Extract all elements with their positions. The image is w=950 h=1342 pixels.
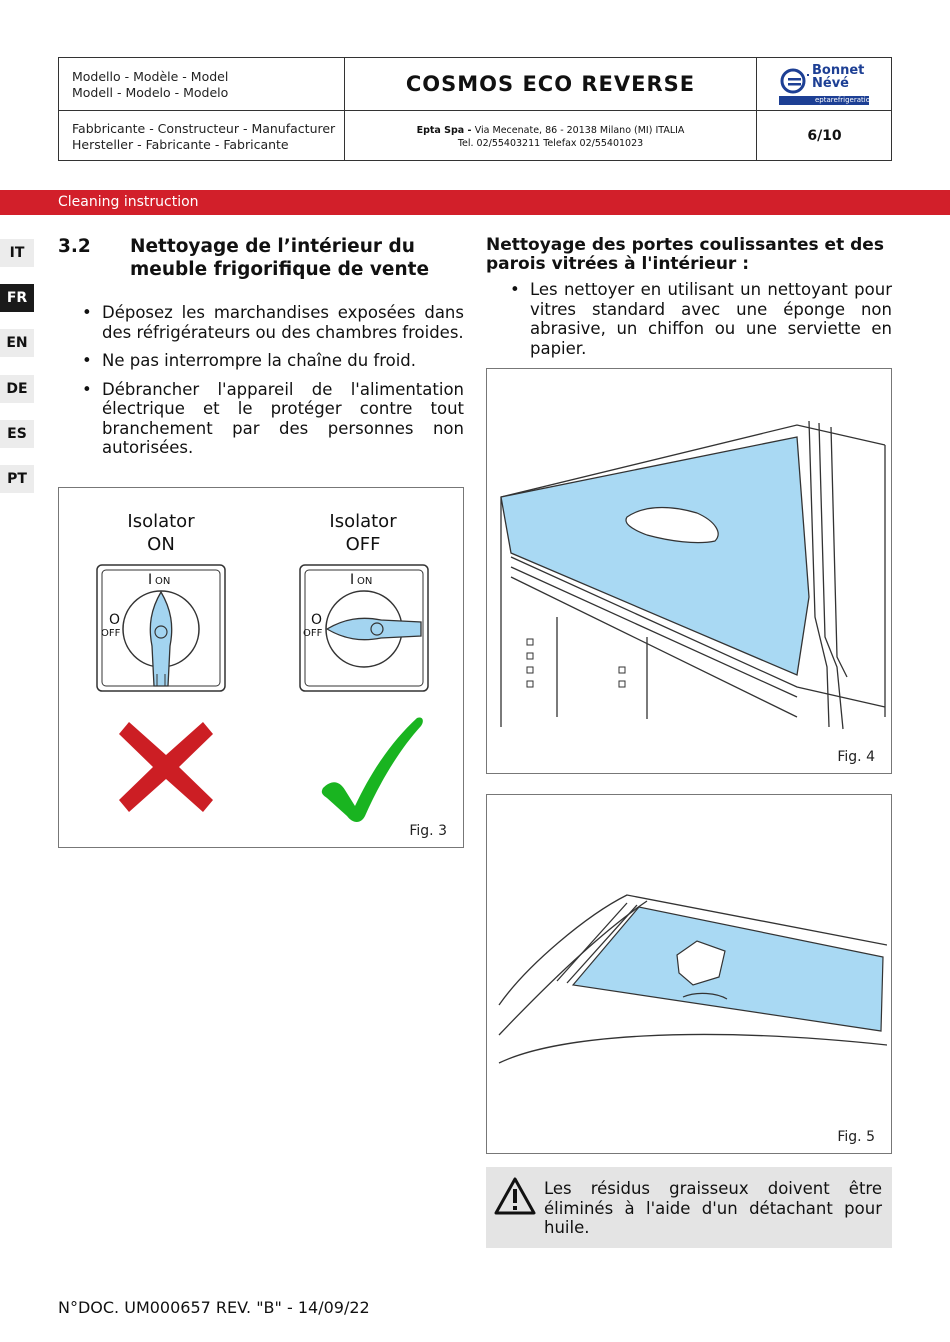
list-item: • Ne pas interrompre la chaîne du froid. <box>58 351 464 371</box>
section-bar: Cleaning instruction <box>0 190 950 215</box>
checkmark-icon <box>321 716 425 826</box>
cabinet-interior-drawing <box>497 417 887 735</box>
section-title: Nettoyage de l’intérieur du meuble frigorifique de vente <box>130 236 430 280</box>
isolator-off-label: Isolator OFF <box>329 511 397 555</box>
bonnet-neve-logo: Bonnet Névé eptarefrigeration <box>779 64 871 106</box>
manufacturer-label: Fabbricante - Constructeur - Manufacturer Hersteller - Fabricante - Fabricante <box>72 121 336 152</box>
right-bullet-list <box>486 280 892 367</box>
warning-text: Les résidus graisseux doivent être éliminés à l'aide d'un détachant pour huile. <box>544 1179 882 1237</box>
figure-4 <box>486 368 892 774</box>
list-item: • Les nettoyer en utilisant un nettoyant pour vitres standard avec une éponge non abrasive, un chiffon ou une serviette en papier. <box>486 280 892 358</box>
figure-5 <box>486 794 892 1154</box>
cabinet-top-drawing <box>497 885 887 1085</box>
figure-5-caption: Fig. 5 <box>837 1129 875 1145</box>
cross-icon <box>117 720 215 814</box>
right-heading: Nettoyage des portes coulissantes et des parois vitrées à l'intérieur : <box>486 235 884 274</box>
isolator-on-label: Isolator ON <box>127 511 195 555</box>
lang-tab-it[interactable]: IT <box>0 239 34 267</box>
section-number: 3.2 <box>58 236 91 257</box>
manufacturer-address: Epta Spa - Via Mecenate, 86 - 20138 Milano (MI) ITALIA Tel. 02/55403211 Telefax 02/55401023 <box>416 125 685 149</box>
model-name: COSMOS ECO REVERSE <box>405 72 696 96</box>
left-bullet-list <box>58 303 464 467</box>
document-number: N°DOC. UM000657 REV. "B" - 14/09/22 <box>58 1298 370 1317</box>
figure-4-caption: Fig. 4 <box>837 749 875 765</box>
warning-icon <box>494 1177 536 1215</box>
document-header <box>58 57 892 161</box>
model-label: Modello - Modèle - Model Modell - Modelo - Modelo <box>72 69 229 100</box>
figure-3: Isolator ON Isolator OFF I ON O OFF I ON O OFF Fig. 3 <box>58 487 464 848</box>
lang-tab-pt[interactable]: PT <box>0 465 34 493</box>
page-number: 6/10 <box>807 128 842 144</box>
figure-3-caption: Fig. 3 <box>409 823 447 839</box>
list-item: • Débrancher l'appareil de l'alimentation électrique et le protéger contre tout branchement par des personnes non autorisées. <box>58 380 464 458</box>
list-item: • Déposez les marchandises exposées dans des réfrigérateurs ou des chambres froides. <box>58 303 464 342</box>
lang-tab-fr[interactable]: FR <box>0 284 34 312</box>
warning-box <box>486 1167 892 1248</box>
lang-tab-es[interactable]: ES <box>0 420 34 448</box>
lang-tab-de[interactable]: DE <box>0 375 34 403</box>
lang-tab-en[interactable]: EN <box>0 329 34 357</box>
